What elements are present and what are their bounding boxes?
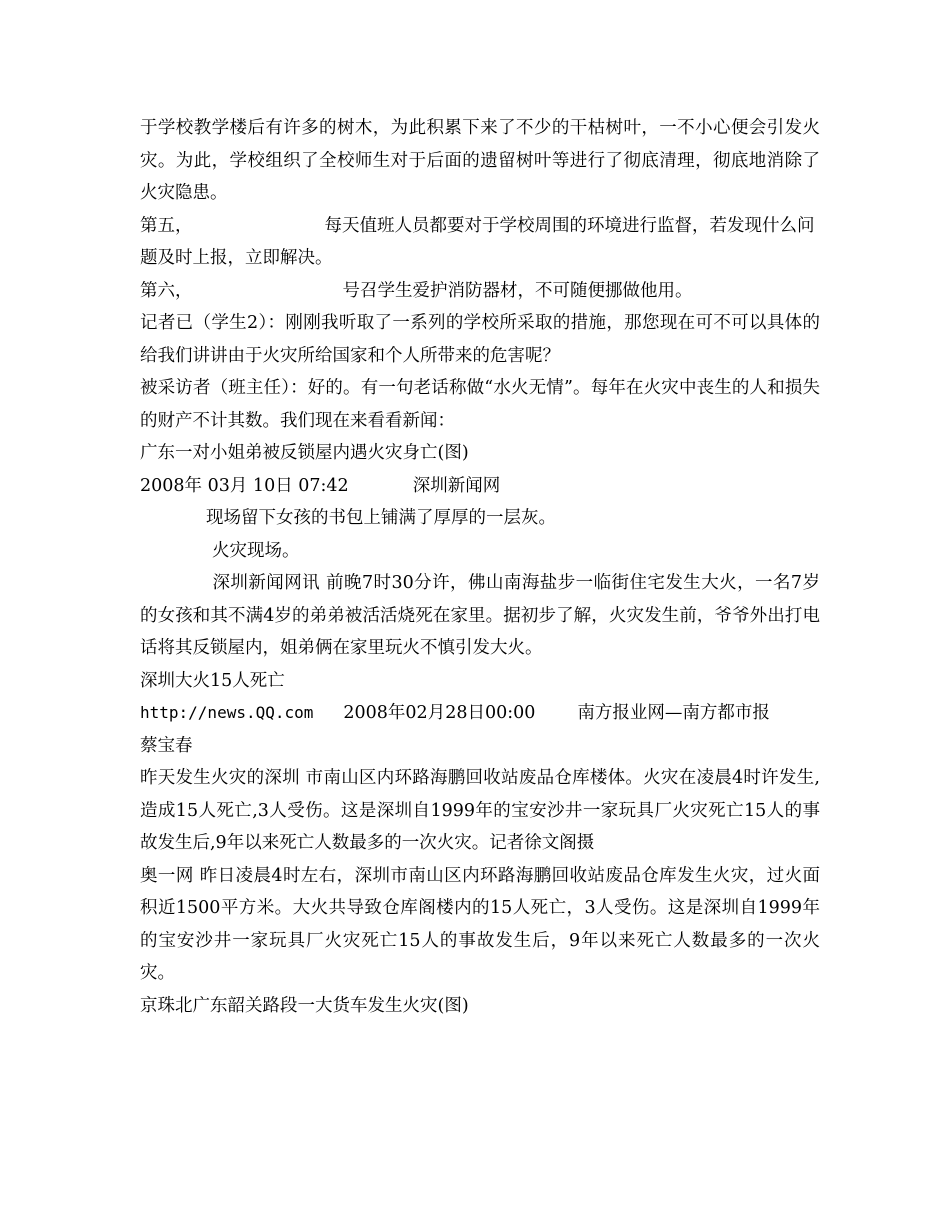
reporter-question: 记者已（学生2）：刚刚我听取了一系列的学校所采取的措施，那您现在可不可以具体的给我们讲讲由于火灾所给国家和个人所带来的危害呢？ <box>140 313 820 366</box>
news-1-caption-1: 现场留下女孩的书包上铺满了厚厚的一层灰。 <box>206 508 556 528</box>
item-5-text: 每天值班人员都要对于学校周围的环境进行监督，若发现什么问题及时上报，立即解决。 <box>140 215 815 268</box>
news-2-author: 蔡宝春 <box>140 735 193 756</box>
news-1-caption-2: 火灾现场。 <box>212 540 300 561</box>
interviewee-answer: 被采访者（班主任）：好的。有一句老话称做“水火无情”。每年在火灾中丧生的人和损失的财产不计其数。我们现在来看看新闻： <box>140 378 820 431</box>
item-6-label: 第六， <box>140 280 193 301</box>
item-5-label: 第五， <box>140 215 193 236</box>
news-1-date: 2008年 03月 10日 07:42 <box>140 475 349 496</box>
news-1-source: 深圳新闻网 <box>412 475 501 496</box>
news-2-url: http://news.QQ.com <box>140 703 314 722</box>
news-1-title: 广东一对小姐弟被反锁屋内遇火灾身亡(图) <box>140 443 469 463</box>
news-1-meta <box>140 470 820 503</box>
news-2-source: 南方报业网—南方都市报 <box>577 703 770 723</box>
measure-item-5 <box>140 210 820 275</box>
news-1-body: 深圳新闻网讯 前晚7时30分许，佛山南海盐步一临街住宅发生大火，一名7岁的女孩和其不满4岁的弟弟被活活烧死在家里。据初步了解，火灾发生前，爷爷外出打电话将其反锁屋内，姐弟俩在家里玩火不慎引发大火。 <box>140 573 820 658</box>
item-6-text: 号召学生爱护消防器材，不可随便挪做他用。 <box>342 280 693 301</box>
news-2-meta <box>140 697 820 730</box>
news-3-title: 京珠北广东韶关路段一大货车发生火灾(图) <box>140 995 469 1016</box>
intro-paragraph: 于学校教学楼后有许多的树木，为此积累下来了不少的干枯树叶，一不小心便会引发火灾。为此，学校组织了全校师生对于后面的遗留树叶等进行了彻底清理，彻底地消除了火灾隐患。 <box>140 118 820 203</box>
news-2-date: 2008年02月28日00:00 <box>343 703 536 723</box>
measure-item-6 <box>140 275 820 308</box>
news-2-paragraph-1: 昨天发生火灾的深圳 市南山区内环路海鹏回收站废品仓库楼体。火灾在凌晨4时许发生,造成15人死亡,3人受伤。这是深圳自1999年的宝安沙井一家玩具厂火灾死亡15人的事故发生后,9年以来死亡人数最多的一次火灾。记者徐文阁摄 <box>140 768 820 853</box>
document-body <box>140 112 820 1022</box>
news-2-paragraph-2: 奥一网 昨日凌晨4时左右，深圳市南山区内环路海鹏回收站废品仓库发生火灾，过火面积近1500平方米。大火共导致仓库阁楼内的15人死亡，3人受伤。这是深圳自1999年的宝安沙井一家玩具厂火灾死亡15人的事故发生后，9年以来死亡人数最多的一次火灾。 <box>140 865 820 983</box>
news-2-title: 深圳大火15人死亡 <box>140 670 285 691</box>
